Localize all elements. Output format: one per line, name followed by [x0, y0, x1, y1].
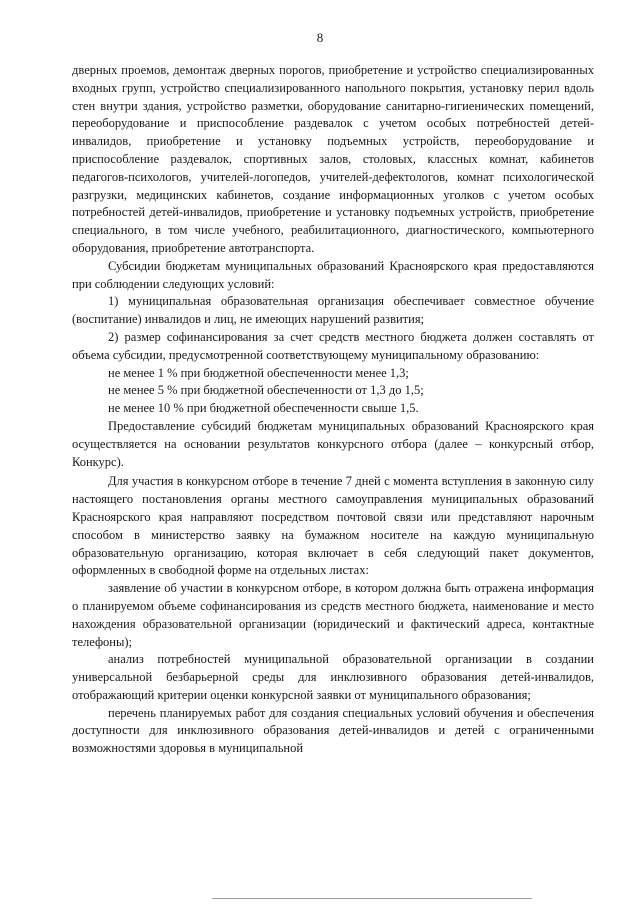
list-item: не менее 10 % при бюджетной обеспеченности свыше 1,5.	[108, 401, 419, 416]
scan-edge-line	[212, 898, 532, 899]
paragraph: заявление об участии в конкурсном отборе, в котором должна быть отражена информация о планируемом объеме софинансирования из средств местного бюджета, наименование и место нахождения образовательной организации (юридический и фактический адреса, контактные телефоны);	[72, 581, 594, 649]
page-number: 8	[316, 30, 324, 45]
paragraph: дверных проемов, демонтаж дверных порогов, приобретение и устройство специализированных входных групп, устройство специализированного напольного покрытия, установку перил вдоль стен внутри здания, устройство разметки, оборудование санитарно-гигиенических помещений, переоборудование и приспособление раздевалок с учетом особых потребностей детей-инвалидов, приобретение и установку подъемных устройств, переоборудование и приспособление раздевалок, спортивных залов, столовых, классных комнат, кабинетов педагогов-психологов, учителей-логопедов, учителей-дефектологов, комнат психологической разгрузки, медицинских кабинетов, создание информационных уголков с учетом особых потребностей детей-инвалидов, приобретение и установку подъемных устройств, приобретение специального, в том числе учебного, реабилитационного, диагностического, компьютерного оборудования, приобретение автотранспорта.	[72, 63, 594, 255]
paragraph: Предоставление субсидий бюджетам муниципальных образований Красноярского края осуществляется на основании результатов конкурсного отбора (далее – конкурсный отбор, Конкурс).	[72, 418, 594, 469]
paragraph: перечень планируемых работ для создания специальных условий обучения и обеспечения доступности для инклюзивного образования детей-инвалидов и детей с ограниченными возможностями здоровья в муниципальной	[72, 705, 594, 756]
paragraph: анализ потребностей муниципальной образовательной организации в создании универсальной безбарьерной среды для инклюзивного образования детей-инвалидов, отображающий критерии оценки конкурсной заявки от муниципального образования;	[72, 652, 594, 702]
paragraph: Субсидии бюджетам муниципальных образований Красноярского края предоставляются при соблюдении следующих условий:	[72, 258, 594, 291]
paragraph: Для участия в конкурсном отборе в течение 7 дней с момента вступления в законную силу настоящего постановления органы местного самоуправления муниципальных образований Красноярского края направляют посредством почтовой связи или представляют нарочным способом в министерство заявку на бумажном носителе на каждую муниципальную образовательную организацию, которая включает в себя следующий пакет документов, оформленных в свободной форме на отдельных листах:	[72, 474, 594, 578]
list-item: 2) размер софинансирования за счет средств местного бюджета должен составлять от объема субсидии, предусмотренной соответствующему муниципальному образованию:	[72, 329, 594, 362]
list-item: 1) муниципальная образовательная организация обеспечивает совместное обучение (воспитание) инвалидов и лиц, не имеющих нарушений развития;	[72, 294, 594, 327]
list-item: не менее 5 % при бюджетной обеспеченности от 1,3 до 1,5;	[108, 383, 424, 398]
list-item: не менее 1 % при бюджетной обеспеченности менее 1,3;	[108, 365, 409, 380]
document-body	[72, 62, 594, 758]
